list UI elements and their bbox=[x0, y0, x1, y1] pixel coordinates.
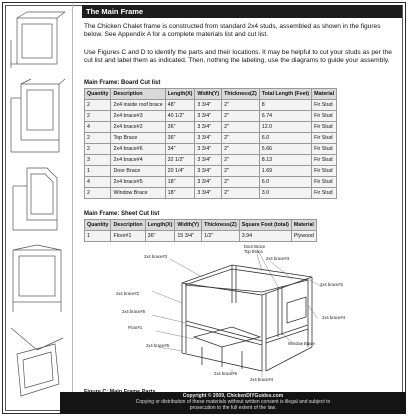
table-cell: 2" bbox=[222, 155, 260, 166]
label-brace4: 2x4 brace#4 bbox=[322, 315, 346, 320]
table-cell: 3 3/4" bbox=[195, 144, 222, 155]
table-cell: 36" bbox=[165, 133, 195, 144]
label-brace6: 2x4 brace#6 bbox=[214, 371, 238, 376]
column-header: Thickness(Z) bbox=[222, 89, 260, 100]
table-cell: 2x4 inside roof brace bbox=[111, 100, 165, 111]
table-cell: 3 3/4" bbox=[195, 100, 222, 111]
label-floor: Floor#1 bbox=[128, 325, 143, 330]
table-cell: 1 bbox=[85, 166, 111, 177]
table-cell: Fir Stud bbox=[312, 111, 337, 122]
table-cell: 2x4 brace#5 bbox=[111, 177, 165, 188]
footer-copyright: Copyright © 2009, ChickenDIYGuides.com bbox=[182, 393, 284, 399]
label-window-brace: Window Brace bbox=[288, 341, 315, 346]
table-cell: 1/2" bbox=[202, 231, 240, 242]
table-cell: 2" bbox=[222, 100, 260, 111]
column-header: Thickness(Z) bbox=[202, 220, 240, 231]
table-cell: 36" bbox=[145, 231, 175, 242]
column-header: Material bbox=[312, 89, 337, 100]
column-header: Quantity bbox=[85, 89, 111, 100]
column-header: Quantity bbox=[85, 220, 111, 231]
thumbnail-sketch bbox=[7, 10, 67, 72]
table-cell: 1.69 bbox=[259, 166, 311, 177]
section-title: The Main Frame bbox=[82, 5, 402, 18]
column-header: Square Foot (total) bbox=[239, 220, 291, 231]
table-cell: 6.0 bbox=[259, 177, 311, 188]
table-cell: 3 3/4" bbox=[195, 155, 222, 166]
table-cell: 2x4 brace#3 bbox=[111, 111, 165, 122]
footer-notice-line1: Copying or distribution of these materials without written consent is illegal and subject to bbox=[135, 399, 331, 405]
table-cell: 2 bbox=[85, 133, 111, 144]
main-frame-figure bbox=[82, 243, 402, 383]
table-cell: 2" bbox=[222, 188, 260, 199]
thumbnail-sketch bbox=[7, 78, 67, 154]
table-cell: 3 3/4" bbox=[195, 111, 222, 122]
sheet-cut-list-caption: Main Frame: Sheet Cut list bbox=[84, 211, 160, 217]
table-cell: 3 3/4" bbox=[195, 166, 222, 177]
intro-paragraph: The Chicken Chalet frame is constructed from standard 2x4 studs, assembled as shown in the figures below. See Appendix A for a complete materials list and cut list. bbox=[84, 23, 381, 38]
table-cell: Plywood bbox=[291, 231, 316, 242]
column-header: Description bbox=[111, 89, 165, 100]
table-cell: Fir Stud bbox=[312, 155, 337, 166]
frame-diagram bbox=[82, 243, 402, 383]
table-cell: 2" bbox=[222, 166, 260, 177]
table-cell: 2" bbox=[222, 122, 260, 133]
table-cell: 2" bbox=[222, 144, 260, 155]
table-row bbox=[85, 188, 337, 199]
table-row bbox=[85, 100, 337, 111]
table-cell: 4 bbox=[85, 122, 111, 133]
table-cell: Fir Stud bbox=[312, 166, 337, 177]
column-header: Material bbox=[291, 220, 316, 231]
table-row bbox=[85, 231, 317, 242]
table-cell: 6.74 bbox=[259, 111, 311, 122]
column-header: Width(Y) bbox=[175, 220, 202, 231]
table-cell: 6.0 bbox=[259, 133, 311, 144]
label-brace5-a: 2x4 brace#5 bbox=[122, 309, 146, 314]
label-door-brace: Door Brace bbox=[244, 244, 266, 249]
board-cut-list-caption: Main Frame: Board Cut list bbox=[84, 80, 161, 86]
table-cell: 2" bbox=[222, 133, 260, 144]
table-cell: 8 bbox=[259, 100, 311, 111]
table-cell: 5.66 bbox=[259, 144, 311, 155]
table-cell: 36" bbox=[165, 122, 195, 133]
table-cell: Door Brace bbox=[111, 166, 165, 177]
table-row bbox=[85, 111, 337, 122]
table-row bbox=[85, 166, 337, 177]
column-header: Length(X) bbox=[145, 220, 175, 231]
table-cell: 4 bbox=[85, 177, 111, 188]
table-cell: 2x4 brace#6 bbox=[111, 144, 165, 155]
table-cell: 20 1/4" bbox=[165, 166, 195, 177]
label-brace3-left: 2x4 brace#3 bbox=[144, 254, 168, 259]
label-top-brace: Top Brace bbox=[244, 249, 263, 254]
table-cell: Top Brace bbox=[111, 133, 165, 144]
table-cell: 2 bbox=[85, 144, 111, 155]
table-cell: 2 bbox=[85, 100, 111, 111]
thumbnail-sketch bbox=[7, 244, 67, 314]
table-cell: 18" bbox=[165, 177, 195, 188]
table-cell: 3.94 bbox=[239, 231, 291, 242]
table-cell: 3 3/4" bbox=[195, 122, 222, 133]
column-header: Total Length (Feet) bbox=[259, 89, 311, 100]
column-header: Length(X) bbox=[165, 89, 195, 100]
table-cell: 2x4 brace#2 bbox=[111, 122, 165, 133]
table-cell: 15 3/4" bbox=[175, 231, 202, 242]
table-cell: Fir Stud bbox=[312, 100, 337, 111]
table-cell: 2 bbox=[85, 111, 111, 122]
board-cut-list-table bbox=[84, 88, 337, 199]
thumbnail-sketch bbox=[7, 324, 67, 404]
column-header: Width(Y) bbox=[195, 89, 222, 100]
table-cell: 3 3/4" bbox=[195, 133, 222, 144]
table-cell: 3 bbox=[85, 155, 111, 166]
table-cell: Fir Stud bbox=[312, 133, 337, 144]
table-cell: 34" bbox=[165, 144, 195, 155]
table-cell: 48" bbox=[165, 100, 195, 111]
table-cell: Window Brace bbox=[111, 188, 165, 199]
table-cell: Fir Stud bbox=[312, 144, 337, 155]
table-cell: 12.0 bbox=[259, 122, 311, 133]
table-cell: 2" bbox=[222, 111, 260, 122]
instructions-paragraph: Use Figures C and D to identify the parts and their locations. It may be helpful to cut your studs as per the cut list and label them as indicated. Then, nothing the labeling, use the diagrams to guide your assembly. bbox=[84, 49, 392, 64]
table-cell: 1 bbox=[85, 231, 111, 242]
label-brace2-right: 2x4 brace#2 bbox=[320, 282, 344, 287]
table-cell: 2" bbox=[222, 177, 260, 188]
thumbnail-sketch bbox=[7, 164, 67, 234]
table-cell: 3.0 bbox=[259, 188, 311, 199]
label-brace5-b: 2x4 brace#5 bbox=[146, 343, 170, 348]
table-cell: Fir Stud bbox=[312, 122, 337, 133]
column-header: Description bbox=[111, 220, 145, 231]
table-row bbox=[85, 177, 337, 188]
table-cell: 18" bbox=[165, 188, 195, 199]
table-row bbox=[85, 122, 337, 133]
main-content bbox=[82, 5, 402, 413]
thumbnail-column bbox=[4, 4, 73, 409]
table-row bbox=[85, 133, 337, 144]
table-row bbox=[85, 155, 337, 166]
table-cell: 3 3/4" bbox=[195, 188, 222, 199]
table-cell: 32 1/2" bbox=[165, 155, 195, 166]
footer bbox=[60, 392, 406, 414]
table-row bbox=[85, 144, 337, 155]
label-brace4-b: 2x4 brace#4 bbox=[250, 377, 274, 382]
table-cell: 2x4 brace#4 bbox=[111, 155, 165, 166]
table-cell: 8.13 bbox=[259, 155, 311, 166]
table-cell: Fir Stud bbox=[312, 188, 337, 199]
label-brace3-top: 2x4 brace#3 bbox=[266, 256, 290, 261]
table-cell: 40 1/2" bbox=[165, 111, 195, 122]
label-brace2-left: 2x4 brace#2 bbox=[116, 291, 140, 296]
table-cell: Floor#1 bbox=[111, 231, 145, 242]
table-cell: 3 3/4" bbox=[195, 177, 222, 188]
table-cell: 2 bbox=[85, 188, 111, 199]
sheet-cut-list-table bbox=[84, 219, 317, 242]
table-cell: Fir Stud bbox=[312, 177, 337, 188]
footer-notice-line2: prosecution to the full extent of the law. bbox=[189, 405, 277, 411]
